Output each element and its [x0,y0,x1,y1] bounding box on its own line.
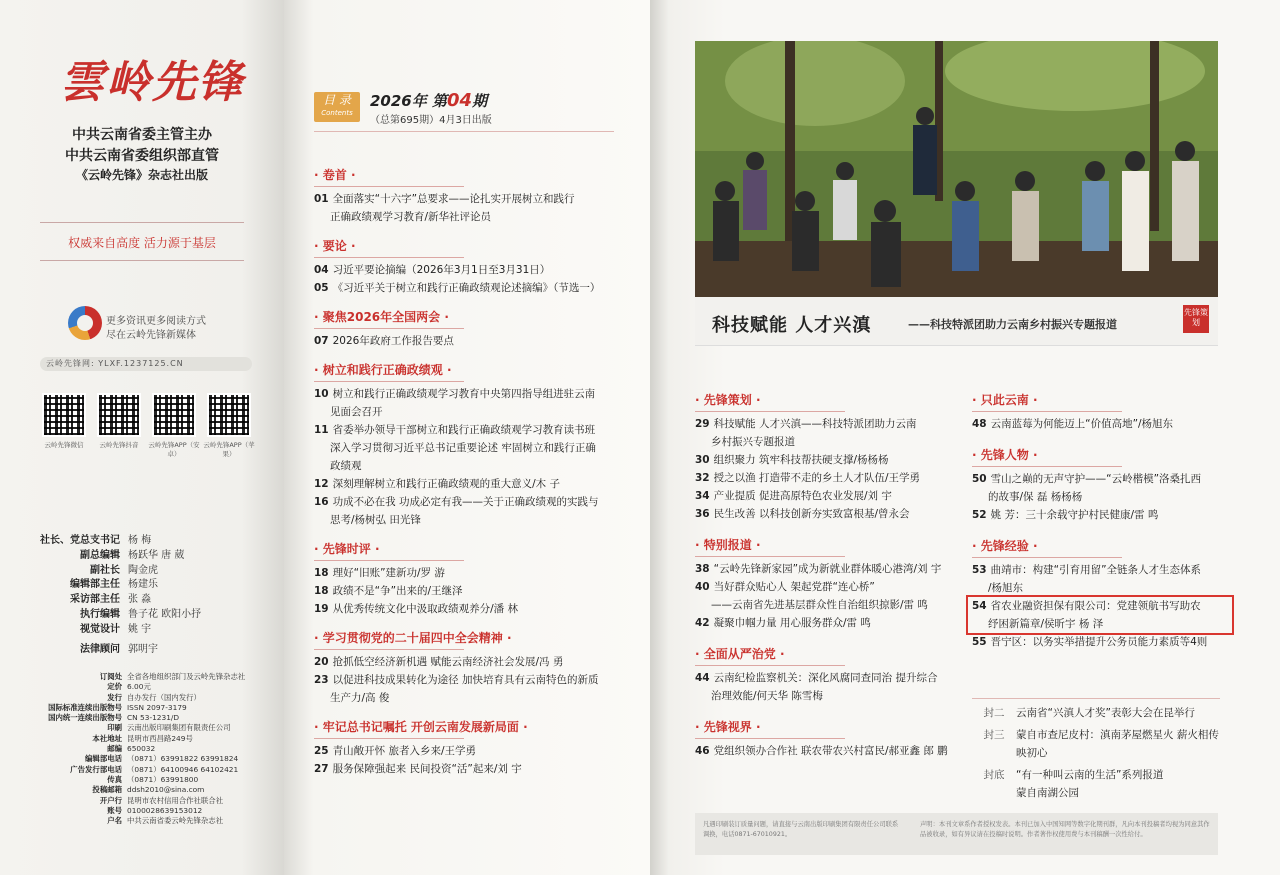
divider [40,222,244,223]
section-title: · 学习贯彻党的二十届四中全会精神 · [314,629,634,646]
cover-text [1016,766,1163,802]
toc-section [695,645,955,705]
staff-row: 编辑部主任 杨建乐 [70,579,158,591]
toc-entry[interactable] [695,469,955,487]
info-row: 编辑部电话 （0871）63991822 63991824 [85,754,239,764]
entry-title-cont: 乡村振兴专题报道 [711,436,795,448]
toc-column-right [972,391,1220,651]
info-row: 广告发行部电话 （0871）64100946 64102421 [70,764,239,774]
entry-title: 党组织领办合作社 联农带农兴村富民/郝亚鑫 郎 鹏 [713,745,948,757]
toc-entry[interactable] [695,487,955,505]
entry-title: 习近平要论摘编（2026年3月1日至3月31日） [332,264,551,276]
page-number: 05 [314,282,329,294]
toc-section [695,536,955,632]
cover-entry[interactable] [972,704,1222,722]
toc-entry[interactable] [314,475,634,493]
section-rule [695,411,845,412]
toc-section [972,446,1220,524]
section-title: · 先锋视界 · [695,718,955,735]
entry-title: 树立和践行正确政绩观学习教育中央第四指导组进驻云南 [332,388,596,400]
issue-title: 2026年 第04期 [370,90,488,111]
cover-text [1016,704,1195,722]
entry-title: 姚 芳：三十余载守护村民健康/雷 鸣 [990,509,1159,521]
info-row: 订阅处 全省各地组织部门及云岭先锋杂志社 [99,672,246,681]
page-number: 48 [972,418,987,430]
section-rule [314,560,464,561]
cover-line: 映初心 [1016,747,1048,759]
toc-entry[interactable] [695,742,955,760]
toc-entry[interactable] [314,493,634,529]
page-number: 07 [314,335,329,347]
page-number: 36 [695,508,710,520]
page-number: 10 [314,388,329,400]
toc-section [314,166,634,226]
section-title: · 聚焦2026年全国两会 · [314,308,634,325]
info-row: 账号 010002863915301​2 [107,805,203,815]
section-title: · 先锋经验 · [972,537,1220,554]
qr-caption: 云岭先锋APP（苹果） [203,441,255,458]
toc-section [695,718,955,760]
toc-section [314,308,634,350]
entry-title: 省农业融资担保有限公司：党建领航书写助农 [990,600,1201,612]
toc-entry[interactable] [972,561,1220,597]
qr-code-icon[interactable] [42,393,86,437]
page-number: 30 [695,454,710,466]
qr-code-icon[interactable] [152,393,196,437]
section-rule [972,557,1122,558]
entry-title: 组织聚力 筑牢科技帮扶硬支撑/杨杨杨 [713,454,889,466]
page-number: 55 [972,636,987,648]
entry-title-cont: 的故事/保 磊 杨杨杨 [988,491,1083,503]
highlight-box [966,595,1234,635]
entry-title: 当好群众贴心人 架起党群“连心桥” [713,581,875,593]
section-rule [314,381,464,382]
toc-entry[interactable] [695,451,955,469]
entry-title: 服务保障强起来 民间投资“活”起来/刘 宇 [332,763,522,775]
toc-entry[interactable] [314,760,634,778]
toc-entry[interactable] [314,261,634,279]
page-number: 38 [695,563,710,575]
cover-line: 云南省“兴滇人才奖”表彰大会在昆举行 [1016,707,1195,719]
page-number: 50 [972,473,987,485]
toc-section [314,361,634,529]
info-row: 国内统一连续出版物号 CN 53-1231/D [48,713,180,723]
page-number: 53 [972,564,987,576]
section-rule [695,738,845,739]
toc-entry[interactable] [314,385,634,421]
toc-section [314,237,634,297]
info-row: 印刷 云南出版印刷集团有限责任公司 [107,723,231,733]
page-number: 40 [695,581,710,593]
entry-title: 青山敞开怀 旅者入乡来/王学勇 [332,745,476,757]
media-logo-icon [68,306,102,340]
entry-title-cont: ——云南省先进基层群众性自治组织掠影/雷 鸣 [711,599,928,611]
entry-title: 云南纪检监察机关：深化风腐同查同治 提升综合 [713,672,938,684]
page-number: 52 [972,509,987,521]
page-number: 20 [314,656,329,668]
entry-title-cont: 正确政绩观学习教育/新华社评论员 [330,211,492,223]
entry-title: 《习近平关于树立和践行正确政绩观论述摘编》（节选一） [332,282,601,294]
entry-title: 云南蓝莓为何能迈上“价值高地”/杨旭东 [990,418,1174,430]
staff-row: 副总编辑 杨跃华 唐 葳 [80,549,185,561]
section-rule [695,556,845,557]
publisher-line-1: 中共云南省委主管主办 [72,127,212,143]
page-number: 29 [695,418,710,430]
info-row: 投稿邮箱 ddsh2010@sina.com [92,785,205,795]
qr-code-icon[interactable] [97,393,141,437]
section-title: · 特别报道 · [695,536,955,553]
staff-row: 采访部主任 张 淼 [70,594,152,606]
cover-line: 蒙自市查尼皮村：滇南茅屋燃星火 薪火相传 [1016,729,1219,741]
cover-line: 蒙自南湖公园 [1016,787,1079,799]
entry-title: 雪山之巅的无声守护——“云岭楷模”洛桑扎西 [990,473,1202,485]
entry-title: 全面落实“十六字”总要求——论扎实开展树立和践行 [332,193,575,205]
section-rule [972,411,1122,412]
section-title: · 全面从严治党 · [695,645,955,662]
toc-page [284,0,650,875]
footnote-box [695,813,1218,855]
feature-title: 科技赋能 人才兴滇 [712,315,872,336]
section-rule [314,257,464,258]
toc-entry[interactable] [972,415,1220,433]
toc-section [314,540,634,618]
toc-section [972,537,1220,651]
page-number: 32 [695,472,710,484]
section-rule [314,738,464,739]
entry-title-cont: 纾困新篇章/侯昕宇 杨 泽 [988,618,1104,630]
toc-entry[interactable] [972,597,1220,633]
media-text-2: 尽在云岭先锋新媒体 [106,330,196,341]
page-number: 34 [695,490,710,502]
cover-label: 封底 [983,769,1005,781]
entry-title: “云岭先锋新家园”成为新就业群体暖心港湾/刘 宇 [713,563,942,575]
section-title: · 先锋人物 · [972,446,1220,463]
section-title: · 先锋时评 · [314,540,634,557]
section-title: · 树立和践行正确政绩观 · [314,361,634,378]
toc-badge: 目 录 Contents [314,92,360,122]
page-number: 18 [314,567,329,579]
left-page [0,0,284,875]
entry-title-cont: 政绩观 [330,460,362,472]
toc-entry[interactable] [314,332,634,350]
page-number: 19 [314,603,329,615]
cover-entry[interactable] [972,726,1222,762]
page-number: 25 [314,745,329,757]
info-row: 国际标准连续出版物号 ISSN 2097-3179 [48,702,187,712]
cover-label: 封三 [983,729,1005,741]
entry-title-cont: 见面会召开 [330,406,383,418]
info-row: 定价 6.00元 [107,682,151,692]
entry-title: 政绩不是“争”出来的/王继泽 [332,585,463,597]
qr-code-icon[interactable] [207,393,251,437]
cover-entry[interactable] [972,766,1222,802]
toc-entry[interactable] [314,421,634,475]
publisher-line-3: 《云岭先锋》杂志社出版 [75,168,208,182]
page-number: 27 [314,763,329,775]
section-title: · 要论 · [314,237,634,254]
staff-row: 执行编辑 鲁子花 欧阳小抒 [80,608,202,620]
entry-title-cont: 深入学习贯彻习近平总书记重要论述 牢固树立和践行正确 [330,442,596,454]
toc-entry[interactable] [314,190,634,226]
entry-title: 晋宁区：以务实举措提升公务员能力素质等4则 [990,636,1208,648]
qr-caption: 云岭先锋APP（安卓） [148,441,200,458]
toc-entry[interactable] [314,582,634,600]
toc-entry[interactable] [972,506,1220,524]
entry-title: 科技赋能 人才兴滇——科技特派团助力云南 [713,418,917,430]
cover-list [972,704,1222,802]
info-row: 发行 自办发行（国内发行） [107,692,201,702]
staff-row: 副社长 陶金虎 [90,564,158,576]
toc-entry[interactable] [314,671,634,707]
section-rule [695,665,845,666]
toc-entry[interactable] [695,614,955,632]
section-title: · 先锋策划 · [695,391,955,408]
issue-subtitle: （总第695期）4月3日出版 [370,115,492,126]
toc-entry[interactable] [972,470,1220,506]
toc-entry[interactable] [972,633,1220,651]
page-number: 44 [695,672,710,684]
right-page [650,0,1280,875]
toc-list [314,166,634,778]
page-number: 12 [314,478,329,490]
toc-entry[interactable] [314,742,634,760]
toc-section [314,629,634,707]
section-rule [314,186,464,187]
footnote-right: 声明：本刊文章系作者授权发表。本刊已加入中国知网等数字化期刊群，凡向本刊投稿者均视为同意其作品被收录，如有异议请在投稿时说明。作者著作权使用费与本刊稿酬一次性给付。 [920,821,1210,838]
toc-section [695,391,955,523]
entry-title: 理好“旧账”建新功/罗 游 [332,567,445,579]
staff-row: 视觉设计 姚 宇 [80,623,152,635]
info-row: 本社地址 昆明市西昌路249号 [92,733,193,743]
entry-title: 抢抓低空经济新机遇 赋能云南经济社会发展/冯 勇 [332,656,564,668]
section-rule [972,466,1122,467]
entry-title: 授之以渔 打造带不走的乡土人才队伍/王学勇 [713,472,920,484]
cover-line: “有一种叫云南的生活”系列报道 [1016,769,1164,781]
entry-title: 产业提质 促进高原特色农业发展/刘 宇 [713,490,892,502]
page-number: 01 [314,193,329,205]
entry-title: 以促进科技成果转化为途径 加快培育具有云南特色的新质 [332,674,599,686]
feature-subtitle: ——科技特派团助力云南乡村振兴专题报道 [908,318,1117,331]
website-url[interactable]: 云岭先锋网: YLXF.1237125.CN [40,357,252,371]
entry-title: 凝聚巾帼力量 用心服务群众/雷 鸣 [713,617,871,629]
feature-photo [695,41,1218,297]
entry-title: 省委举办领导干部树立和践行正确政绩观学习教育读书班 [332,424,596,436]
toc-entry[interactable] [314,600,634,618]
page-number: 46 [695,745,710,757]
section-title: · 只此云南 · [972,391,1220,408]
toc-entry[interactable] [695,560,955,578]
publication-info [30,672,245,826]
cover-text [1016,726,1219,762]
toc-section [314,718,634,778]
staff-row: 社长、党总支书记 杨 梅 [40,535,152,546]
toc-entry[interactable] [695,505,955,523]
forest-photo-illustration [695,41,1218,297]
toc-entry[interactable] [314,653,634,671]
entry-title: 从优秀传统文化中汲取政绩观养分/潘 林 [332,603,518,615]
entry-title: 深刻理解树立和践行正确政绩观的重大意义/木 子 [332,478,560,490]
toc-section [972,391,1220,433]
toc-entry[interactable] [314,564,634,582]
info-row: 邮编 650032 [107,744,156,754]
toc-entry[interactable] [695,415,955,451]
publisher-line-2: 中共云南省委组织部直管 [65,148,219,164]
section-rule [314,649,464,650]
page-number: 16 [314,496,329,508]
entry-title: 曲靖市：构建“引育用留”全链条人才生态体系 [990,564,1202,576]
toc-entry[interactable] [695,578,955,614]
section-title: · 卷首 · [314,166,634,183]
page-number: 11 [314,424,329,436]
staff-list [24,534,201,638]
info-row: 开户行 昆明市农村信用合作社联合社 [99,795,224,805]
feature-badge: 先锋策划 [1183,305,1209,333]
divider [40,260,244,261]
entry-title: 功成不必在我 功成必定有我——关于正确政绩观的实践与 [332,496,599,508]
entry-title-cont: 治理效能/何天华 陈雪梅 [711,690,823,702]
info-row: 户名 中共云南省委云岭先锋杂志社 [107,816,224,826]
magazine-logo: 雲岭先锋 [60,57,244,108]
cover-label: 封二 [983,707,1005,719]
info-row: 传真 （0871）63991800 [107,774,199,784]
entry-title-cont: /杨旭东 [988,582,1024,594]
slogan: 权威来自高度 活力源于基层 [68,236,216,250]
entry-title: 民生改善 以科技创新夯实致富根基/曾永会 [713,508,910,520]
toc-column-left [695,391,955,760]
section-rule [314,328,464,329]
entry-title-cont: 生产力/高 俊 [330,692,390,704]
entry-title: 2026年政府工作报告要点 [332,335,454,347]
page-number: 54 [972,600,987,612]
media-text-1: 更多资讯更多阅读方式 [106,316,206,327]
page-number: 42 [695,617,710,629]
qr-caption: 云岭先锋微信 [44,441,84,449]
divider [972,698,1220,699]
toc-entry[interactable] [314,279,634,297]
footnote-left: 凡遇印刷装订质量问题，请直接与云南出版印刷集团有限责任公司联系调换，电话0871-67010921。 [703,821,899,838]
divider [314,131,614,132]
page-number: 04 [314,264,329,276]
section-title: · 牢记总书记嘱托 开创云南发展新局面 · [314,718,634,735]
entry-title-cont: 思考/杨树弘 田光锋 [330,514,421,526]
toc-entry[interactable] [695,669,955,705]
page-number: 18 [314,585,329,597]
page-number: 23 [314,674,329,686]
qr-caption: 云岭先锋抖音 [99,441,139,449]
legal-advisor: 法律顾问 郭明宇 [80,644,158,655]
